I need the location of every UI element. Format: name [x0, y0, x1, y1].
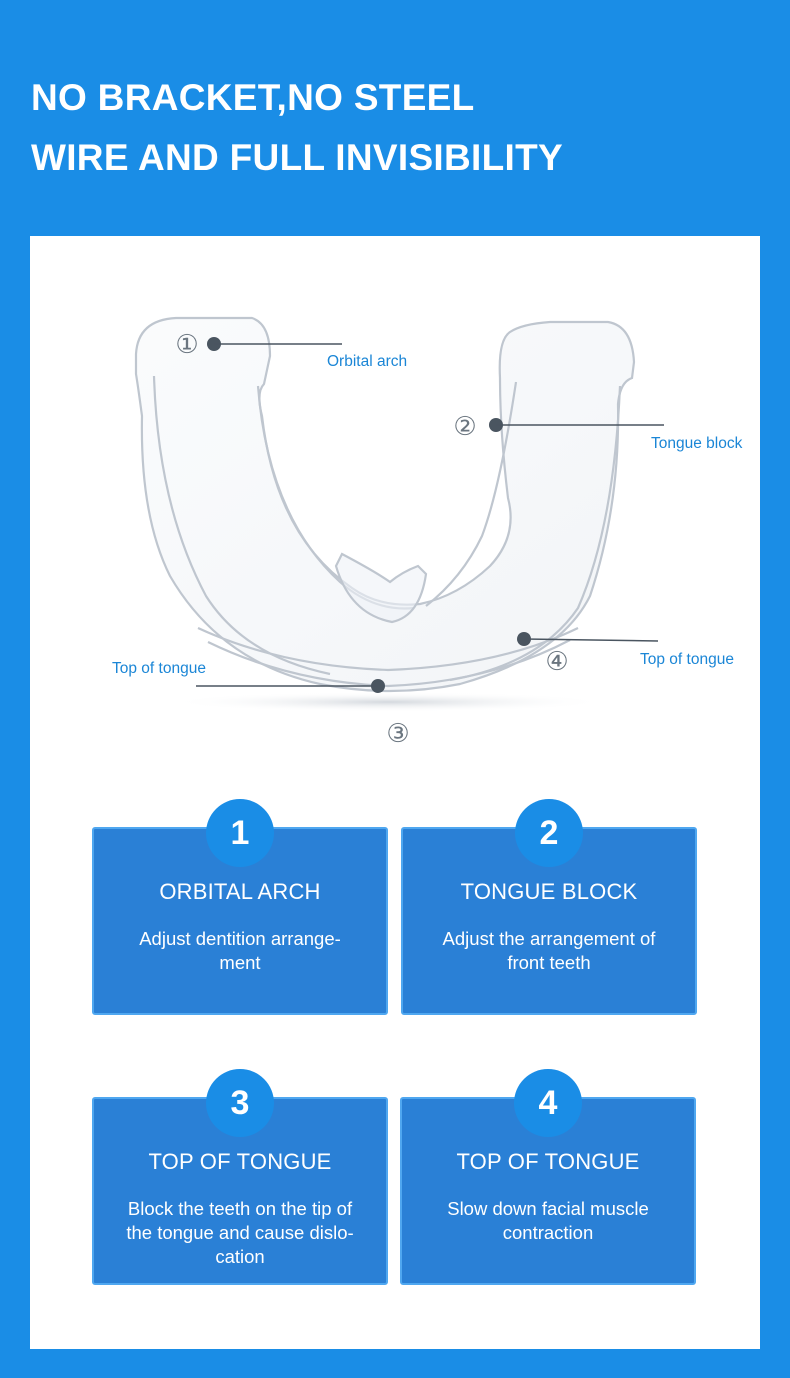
feature-number-badge: 3	[206, 1069, 274, 1137]
feature-title: TOP OF TONGUE	[148, 1149, 332, 1174]
callout-1-label: Orbital arch	[327, 353, 408, 370]
callout-3	[196, 679, 410, 749]
feature-card-1	[92, 814, 388, 1015]
outer-tray-outline	[136, 318, 634, 691]
feature-card-2	[401, 814, 697, 1015]
feature-description	[421, 927, 677, 975]
feature-description-line: cation	[215, 1246, 265, 1267]
headline-line-1: NO BRACKET,NO STEEL	[31, 77, 475, 118]
feature-title: ORBITAL ARCH	[159, 879, 321, 904]
feature-number-badge: 2	[515, 799, 583, 867]
feature-description	[112, 1197, 368, 1269]
callout-3-number: ③	[386, 719, 410, 749]
feature-description-line: the tongue and cause dislo-	[126, 1222, 354, 1243]
page-headline	[31, 68, 563, 188]
feature-description-line: front teeth	[507, 952, 591, 973]
mouthguard-diagram	[30, 236, 760, 776]
feature-title: TONGUE BLOCK	[460, 879, 638, 904]
callout-4-number: ④	[545, 647, 569, 677]
feature-description-line: Block the teeth on the tip of	[127, 1198, 353, 1219]
feature-title: TOP OF TONGUE	[456, 1149, 640, 1174]
headline-line-2: WIRE AND FULL INVISIBILITY	[31, 137, 563, 178]
feature-description-line: Slow down facial muscle	[447, 1198, 649, 1219]
product-shadow	[168, 692, 608, 712]
feature-number-badge: 4	[514, 1069, 582, 1137]
feature-card-3	[92, 1084, 388, 1285]
feature-description-line: Adjust the arrangement of	[442, 928, 656, 949]
callout-2-label: Tongue block	[651, 435, 743, 452]
feature-card-4	[400, 1084, 696, 1285]
callout-4-label: Top of tongue	[640, 651, 734, 668]
feature-number-badge: 1	[206, 799, 274, 867]
callout-1-number: ①	[175, 330, 199, 360]
feature-description-line: ment	[219, 952, 261, 973]
mouthguard-illustration	[136, 318, 634, 691]
callout-2-number: ②	[453, 412, 477, 442]
feature-description-line: Adjust dentition arrange-	[139, 928, 341, 949]
feature-description	[420, 1197, 676, 1245]
feature-description-line: contraction	[502, 1222, 594, 1243]
content-panel	[30, 236, 760, 1349]
callout-3-label: Top of tongue	[112, 660, 206, 677]
feature-description	[112, 927, 368, 975]
